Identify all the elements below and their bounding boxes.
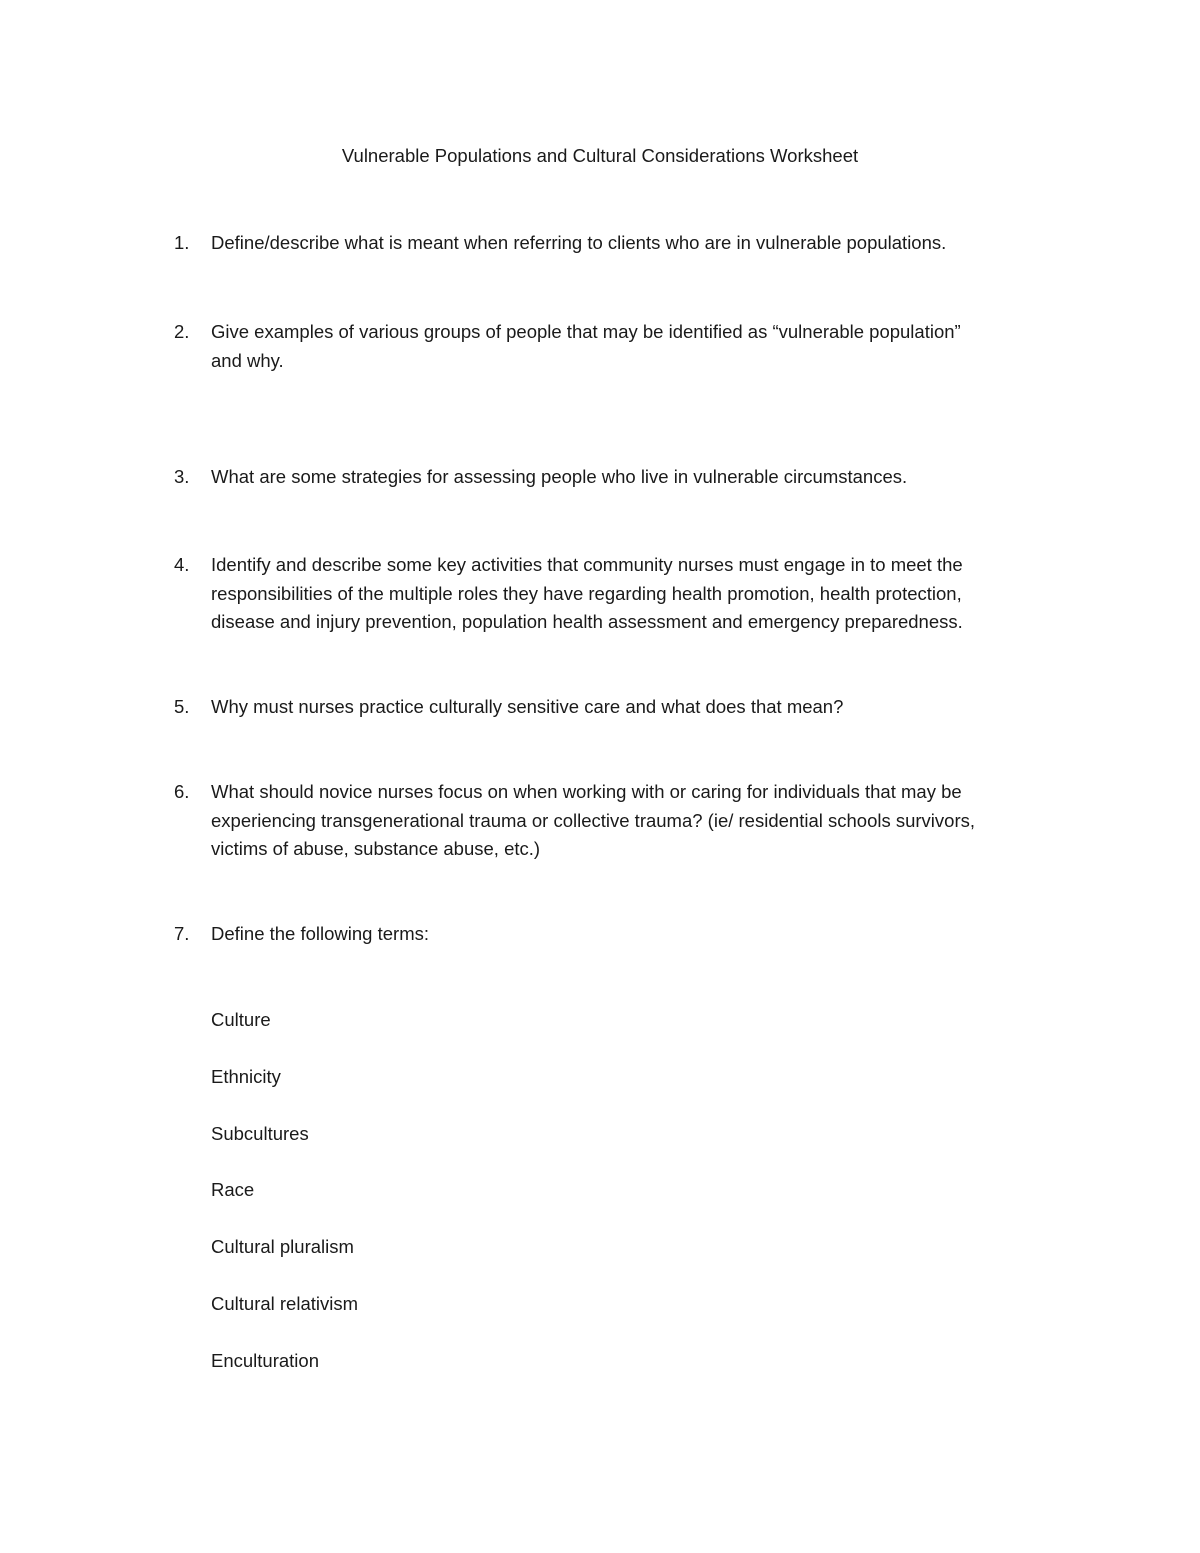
question-text bbox=[211, 778, 1046, 864]
question-line: What are some strategies for assessing people who live in vulnerable circumstances. bbox=[211, 466, 908, 487]
question-line: Define the following terms: bbox=[211, 923, 429, 944]
term-cultural-pluralism: Cultural pluralism bbox=[211, 1236, 354, 1257]
page-title: Vulnerable Populations and Cultural Considerations Worksheet bbox=[341, 145, 859, 166]
question-text bbox=[211, 318, 1046, 375]
question-line: responsibilities of the multiple roles they have regarding health promotion, health protection, bbox=[211, 582, 962, 604]
question-line: experiencing transgenerational trauma or collective trauma? (ie/ residential schools survivors, bbox=[211, 809, 976, 831]
term-culture: Culture bbox=[211, 1009, 271, 1030]
question-number: 3. bbox=[174, 466, 190, 487]
question-number: 4. bbox=[174, 554, 190, 575]
question-number: 7. bbox=[174, 923, 190, 944]
question-text bbox=[211, 920, 1046, 949]
term-race: Race bbox=[211, 1179, 255, 1200]
term-enculturation: Enculturation bbox=[211, 1350, 319, 1371]
term-subcultures: Subcultures bbox=[211, 1123, 309, 1144]
question-line: Give examples of various groups of people that may be identified as “vulnerable population” bbox=[211, 321, 961, 342]
question-line: Identify and describe some key activities that community nurses must engage in to meet the bbox=[211, 554, 963, 575]
term-cultural-relativism: Cultural relativism bbox=[211, 1293, 359, 1314]
question-text bbox=[211, 693, 1046, 722]
question-number: 5. bbox=[174, 696, 190, 717]
question-number: 2. bbox=[174, 321, 190, 342]
question-number: 1. bbox=[174, 232, 190, 253]
question-text bbox=[211, 463, 1046, 492]
question-line: disease and injury prevention, population health assessment and emergency preparedness. bbox=[211, 611, 963, 632]
question-line: victims of abuse, substance abuse, etc.) bbox=[211, 838, 541, 859]
question-line: Define/describe what is meant when referring to clients who are in vulnerable populations. bbox=[211, 232, 947, 253]
question-text bbox=[211, 551, 1046, 637]
question-line: Why must nurses practice culturally sensitive care and what does that mean? bbox=[211, 696, 844, 717]
question-number: 6. bbox=[174, 781, 190, 802]
question-line: What should novice nurses focus on when working with or caring for individuals that may be bbox=[211, 781, 962, 802]
question-text bbox=[211, 229, 1046, 258]
question-line: and why. bbox=[211, 349, 284, 371]
term-ethnicity: Ethnicity bbox=[211, 1066, 281, 1087]
